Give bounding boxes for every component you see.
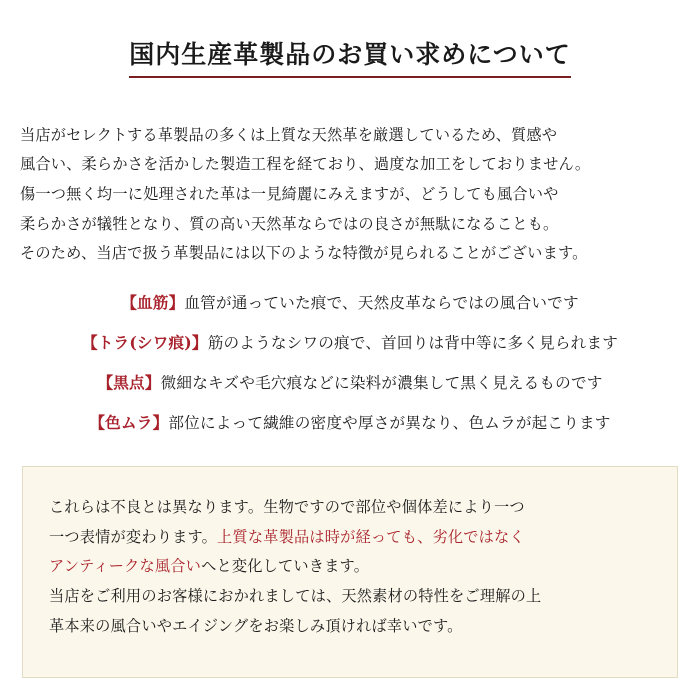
feature-tag: 【血筋】 [121, 292, 185, 312]
note-line: これらは不良とは異なります。生物ですので部位や個体差により一つ [49, 498, 525, 516]
feature-text: 微細なキズや毛穴痕などに染料が濃集して黒く見えるものです [160, 374, 603, 393]
note-line: 当店をご利用のお客様におかれましては、天然素材の特性をご理解の上 [49, 586, 542, 605]
intro-line: 当店がセレクトする革製品の多くは上質な天然革を厳選しているため、質感や [20, 125, 558, 144]
note-text-plain: へと変化していきます。 [201, 557, 370, 576]
feature-text: 部位によって繊維の密度や厚さが異なり、色ムラが起こります [168, 414, 611, 433]
page-title-container [0, 0, 700, 95]
note-line [49, 523, 651, 553]
list-item [0, 411, 700, 435]
feature-tag: 【黒点】 [97, 373, 161, 393]
feature-list [0, 291, 700, 436]
note-box [22, 466, 678, 678]
note-text-plain: 一つ表情が変わります。 [49, 527, 218, 546]
list-item [0, 291, 700, 315]
note-line [49, 552, 651, 582]
note-line: 革本来の風合いやエイジングをお楽しみ頂ければ幸いです。 [49, 616, 463, 635]
intro-line: そのため、当店で扱う革製品には以下のような特徴が見られることがございます。 [20, 244, 588, 263]
page-title: 国内生産革製品のお買い求めについて [129, 39, 571, 78]
feature-tag: 【トラ(シワ痕)】 [81, 333, 208, 353]
feature-text: 血管が通っていた痕で、天然皮革ならではの風合いです [184, 293, 579, 312]
intro-paragraph [20, 121, 680, 269]
list-item [0, 331, 700, 355]
feature-text: 筋のようなシワの痕で、首回りは背中等に多く見られます [207, 334, 619, 353]
intro-line: 傷一つ無く均一に処理された革は一見綺麗にみえますが、どうしても風合いや [20, 185, 559, 204]
note-text-highlight: 上質な革製品は時が経っても、劣化ではなく [217, 527, 525, 546]
intro-line: 柔らかさが犠牲となり、質の高い天然革ならではの良さが無駄になることも。 [20, 214, 559, 233]
intro-line: 風合い、柔らかさを活かした製造工程を経ており、過度な加工をしておりません。 [20, 155, 591, 174]
note-text-highlight: アンティークな風合い [49, 557, 202, 576]
feature-tag: 【色ムラ】 [89, 413, 169, 433]
list-item [0, 371, 700, 395]
